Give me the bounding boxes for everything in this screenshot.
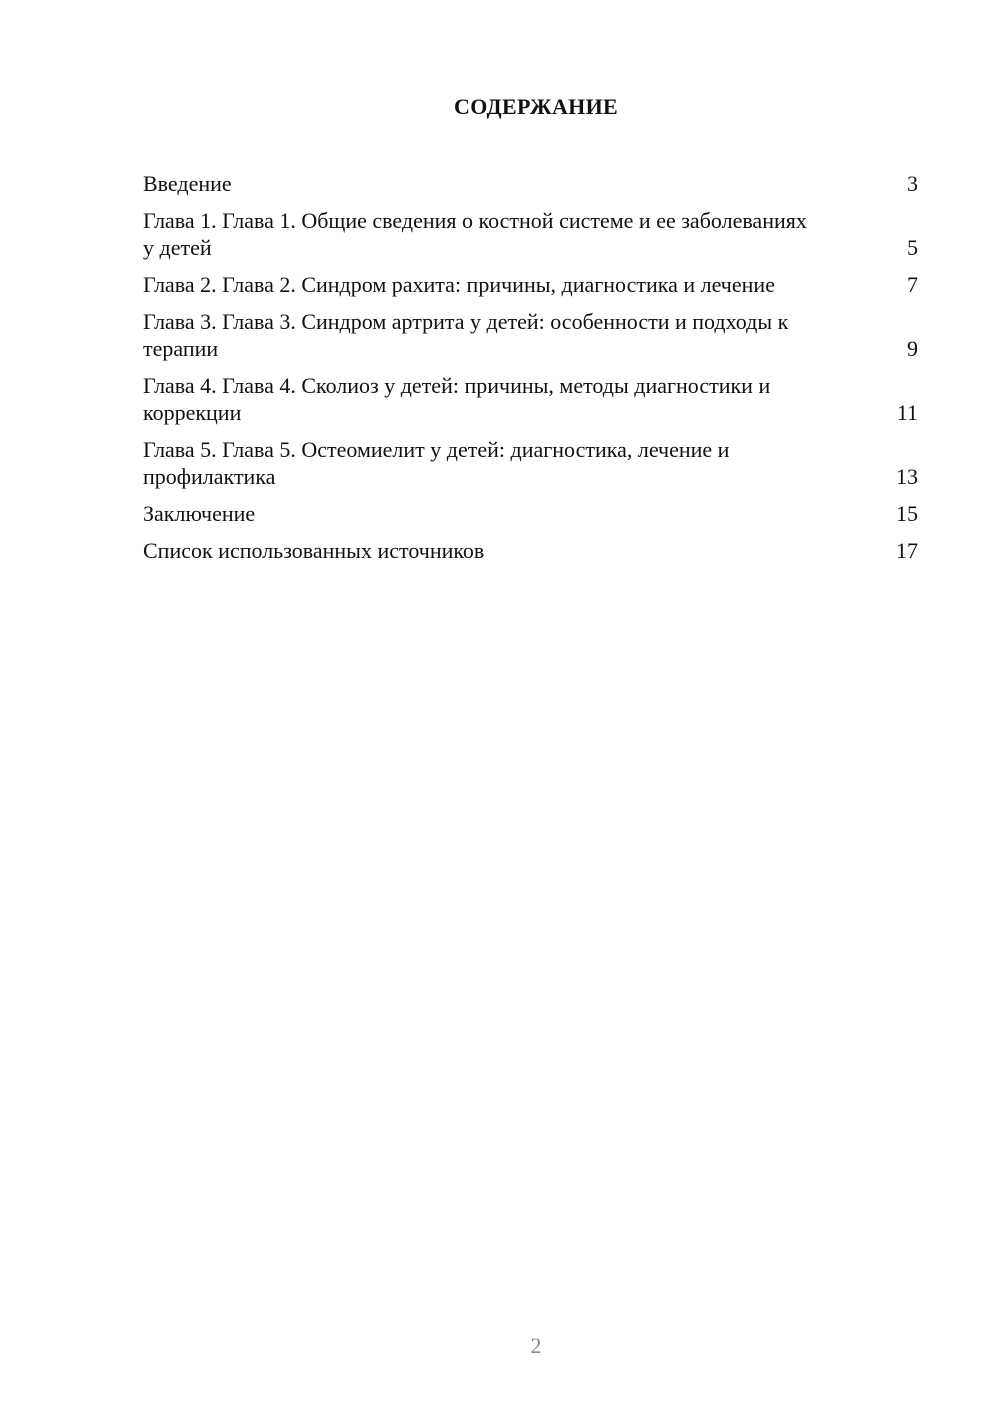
toc-item-references [143, 537, 918, 564]
toc-item-page: 7 [907, 272, 918, 297]
toc-item-page: 15 [896, 501, 918, 526]
toc-item-text: Глава 2. Глава 2. Синдром рахита: причины, диагностика и лечение [143, 272, 775, 297]
toc-item-chapter-2 [143, 271, 918, 298]
toc-item-chapter-4 [143, 372, 918, 426]
toc-item-page: 11 [896, 400, 918, 425]
toc-item-page: 13 [896, 464, 918, 489]
page-number: 2 [530, 1333, 542, 1358]
toc-item-text: Список использованных источников [143, 538, 485, 563]
toc-item-text: Заключение [143, 501, 256, 526]
table-of-contents [143, 170, 918, 574]
toc-item-text: Глава 5. Глава 5. Остеомиелит у детей: диагностика, лечение и профилактика [143, 437, 730, 489]
toc-item-chapter-5 [143, 436, 918, 490]
toc-item-text: Введение [143, 171, 232, 196]
toc-item-chapter-3 [143, 308, 918, 362]
toc-item-page: 17 [896, 538, 918, 563]
toc-item-introduction [143, 170, 918, 197]
toc-item-text: Глава 4. Глава 4. Сколиоз у детей: причины, методы диагностики и коррекции [143, 373, 771, 425]
toc-item-text: Глава 3. Глава 3. Синдром артрита у детей: особенности и подходы к терапии [143, 309, 789, 361]
toc-item-page: 9 [907, 336, 918, 361]
toc-item-conclusion [143, 500, 918, 527]
toc-item-chapter-1 [143, 207, 918, 261]
toc-item-text: Глава 1. Глава 1. Общие сведения о костной системе и ее заболеваниях у детей [143, 208, 807, 260]
toc-item-page: 3 [907, 171, 918, 196]
page-title: СОДЕРЖАНИЕ [454, 94, 618, 119]
toc-item-page: 5 [907, 235, 918, 260]
